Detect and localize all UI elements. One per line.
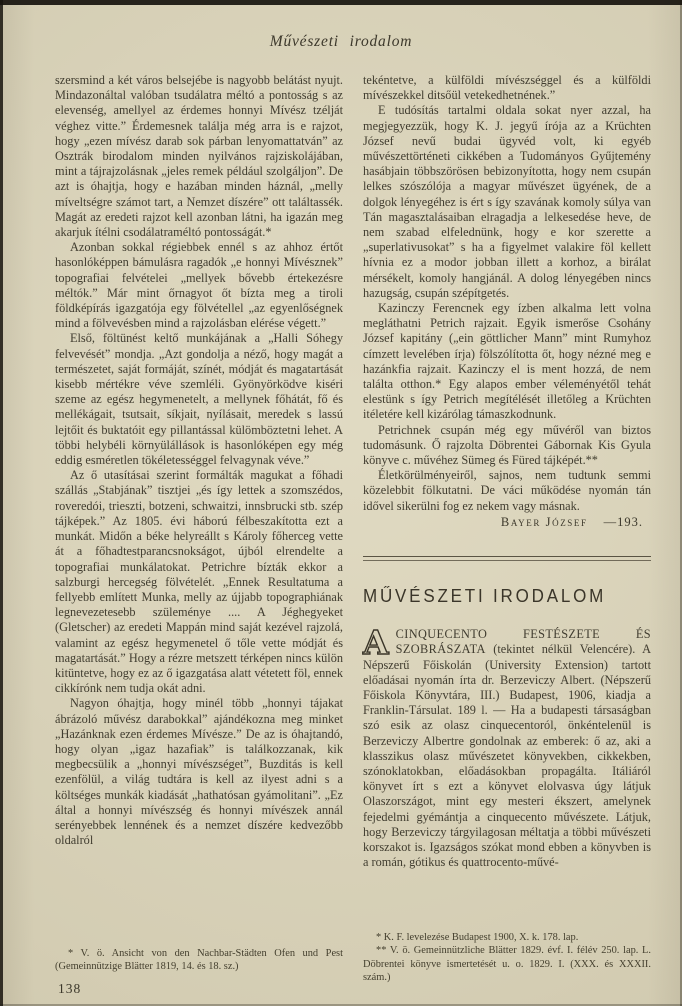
- paragraph: Petrichnek csupán még egy művéről van biztos tudomásunk. Ő rajzolta Döbrentei Gábornak Kis Gyula könyve c. művéhez Sümeg és Füred tájképét.**: [363, 422, 651, 468]
- author-signature: [363, 515, 651, 530]
- paragraph: Első, föltünést keltő munkájának a „Halli Sóhegy felvevését” mondja. „Azt gondolja a néző, hogy magát a természetet, saját formáját, színét, módját és magatartását kisebb mértékre véve szemléli. Gyönyörködve kiséri szeme az egész hegymenetelt, a mellynek főhátát, fő és mellékágait, tsutsait, síkjait, nyílásait, meredek s lassú lejtőit és buktatóit egy pillantással külömböztetni lehet. A többi helybéli környülállások is hasonlóképen egy még eddig esméretlen tökéletességgel felvagynak véve.”: [55, 331, 343, 468]
- paragraph: Kazinczy Ferencnek egy ízben alkalma lett volna megláthatni Petrich rajzait. Egyik ismerőse Csohány József kapitány („ein göttlicher Mann” mint Rumyhoz címzett levelében írja) fölszólította őt, hogy nézné meg e hazánkfia rajzait. Kazinczy el is ment hozzá, de nem találta otthon.* Egy alapos ember véleményétől tehát elestünk s így Petrich megítélését illetőleg a Krüchten itéletére kell kizárólag támaszkodnunk.: [363, 301, 651, 422]
- drop-cap-initial: A: [363, 623, 389, 663]
- paragraph: szersmind a két város belsejébe is nagyobb belátást nyujt. Mindazonáltal valóban tsudálatra méltó a pontosság s az elevenség, amellyel az érdemes honnyi Mívész tzélját véghez vitte.” Érdemesnek találja még arra is e rajzot, hogy „ezen mívész darab sok párban lenyomattatván” az Osztrák birodalom minden nyilvános rajziskolájában, mint a tájrajzolásnak „jeles remek például szolgáljon”. De azt is óhajtja, hogy e hazában minden háznál, „melly míveltségre számot tart, a Nemzet díszére” ott találtassék. Magát az eredeti rajzot kell azonban látni, ha igazán meg akarjuk ítélni csodálatraméltó pontosságát.*: [55, 73, 343, 240]
- left-column: [55, 73, 343, 870]
- left-column-text: [55, 73, 343, 848]
- scan-edge-left: [0, 0, 3, 1006]
- paragraph: Azonban sokkal régiebbek ennél s az ahhoz értőt hasonlóképpen bámulásra ragadók „e honnyi Mívésznek” topografiai felvételei „mellyek bővebb értekezésre méltók.” Már mint őrnagyot őt bízta meg a tiroli földképírás igazgatója egy fölvétellel „az egyenlőségnek mind a fölvevésben mind a rajzolásban elérése végett.”: [55, 240, 343, 331]
- signature-reference: —193.: [603, 514, 643, 529]
- paragraph: E tudósítás tartalmi oldala sokat nyer azzal, ha megjegyezzük, hogy K. J. jegyű írója az a Krüchten József nevű budai ügyvéd volt, ki egyéb művészettörténeti cikkében a Tudományos Gyűjtemény hasábjain többszörösen bebizonyította, hogy nem csupán lelkes szószólója a magyar művészet ügyének, de a dolgok lényegéhez is ért s így szavának komoly súlya van Tán magasztalásaiban elragadja a lelkesedése heve, de nem szabad elfelednünk, hogy e kor szerette a „superlativusokat” s ha a figyelmet valakire föl kellett hívnia ez a modor jobban illett a korhoz, a birálat mérsékelt, komoly hangjánál. A dolog lényegében nincs hazugság, csupán szépítgetés.: [363, 103, 651, 300]
- right-column: [363, 73, 651, 870]
- paragraph: Életkörülményeiről, sajnos, nem tudtunk semmi közelebbit fölkutatni. De váci működése nyomán tán idővel sikerülni fog ez nekem vagy másnak.: [363, 468, 651, 513]
- left-column-footnote: * V. ö. Ansicht von den Nachbar-Städten Ofen und Pest (Gemeinnützige Blätter 1819, 14. és 18. sz.): [55, 947, 343, 972]
- article-body: (tekintet nélkül Velencére). A Népszerű Főiskolán (University Extension) tartott előadásai nyomán írta dr. Berzeviczy Albert. (Népszerű Főiskola Könyvtára, III.) Budapest, 1906, kiadja a Franklin-Társulat. 189 l. — Ha a budapesti társaságban szó esik az olasz cinquecentoról, önkéntelenül is Berzeviczy Albertre gondolnak az emberek: ő az, aki a klasszikus olasz művészetet könyvekben, cikkekben, szónoklatokban, előadásokban propagálta. Itáliáról könyvet írt s ezt a könyvet elolvasva úgy látjuk Olaszországot, mint egy mesteri ékszert, amelynek fejedelmi gyémántja a cinquecento művészete. Látjuk, hogy Berzeviczy tárgyilagosan méltatja a többi művészeti korszakot is. Igazságos szókat mond ebben a könyvben is a román, gótikus és quattrocento-művé-: [363, 642, 651, 870]
- page-number: 138: [58, 981, 82, 996]
- footnote: ** V. ö. Gemeinnützliche Blätter 1829. évf. I. félév 250. lap. L. Döbrentei könyve ismertetését u. o. 1829. I. (XXX. és XXXII. szám.): [363, 945, 651, 983]
- signature-name: Bayer József: [500, 514, 588, 529]
- right-column-footnotes: [363, 931, 651, 984]
- two-column-body: [55, 73, 651, 870]
- right-column-text: [363, 73, 651, 514]
- paragraph: Nagyon óhajtja, hogy minél több „honnyi tájakat ábrázoló művész darabokkal” ajándékozna meg minket „Hazánknak ezen érdemes Mívésze.” De az is óhajtandó, hogy olyan „igaz hazafiak” is találkozzanak, kik megbecsülik a „honnyi mívészséget”, Buzditás is kell ezenfölül, a világ tudtára is kell az ilyest adni s a költséges munkák kiadását „hathatósan gyámolitani”. „Ez által a honnyi mívészség és honnyi mívészek annál serényebbek lennének és a nemzet díszére kedvezőbb oldalról: [55, 696, 343, 848]
- section-divider-rule: [363, 556, 651, 561]
- paragraph: Az ő utasításai szerint formálták magukat a főhadi szállás „Stabjának” tisztjei „és így lettek a szomszédos, roveredói, trieszti, botzeni, schwaitzi, innsbrucki stb. szép tájképek.” Az 1805. évi háború félbeszakította ezt a munkát. Midőn a béke helyreállt s Károly főherceg vette át a főhadtestparancsnokságot, újból elrendelte a topografiai munkálatokat. Petrichre bízták ekkor a salzburgi hercegség fölvételét. „Ennek Resultatuma a fellyebb említett Munka, melly az újjabb topographiának legnevezetesebb szüleménye .... A Jéghegyeket (Gletscher) az eredeti Mappán mind saját kezével rajzolá, valamint az egész hegymenetel ő tőle vette módját és magatartását.” Hogy a rézre metszett térképen nincs külön kitüntetve, hogy ez az ő igazgatása alatt vétetett föl, ennek cikkírónk nem tudja okát adni.: [55, 468, 343, 696]
- section-heading: MŰVÉSZETI IRODALOM: [363, 586, 607, 607]
- footnote: * K. F. levelezése Budapest 1900, X. k. 178. lap.: [376, 932, 579, 944]
- review-article: [363, 623, 651, 870]
- running-header: Művészeti irodalom: [269, 33, 413, 50]
- paragraph: tekéntetve, a külföldi mívészséggel és a külföldi mívészekkel ditsőül vetekedhetnének.”: [363, 73, 651, 103]
- scan-edge-top: [0, 0, 682, 5]
- article-title: CINQUECENTO FESTÉSZETE ÉS SZOBRÁSZATA: [395, 627, 651, 657]
